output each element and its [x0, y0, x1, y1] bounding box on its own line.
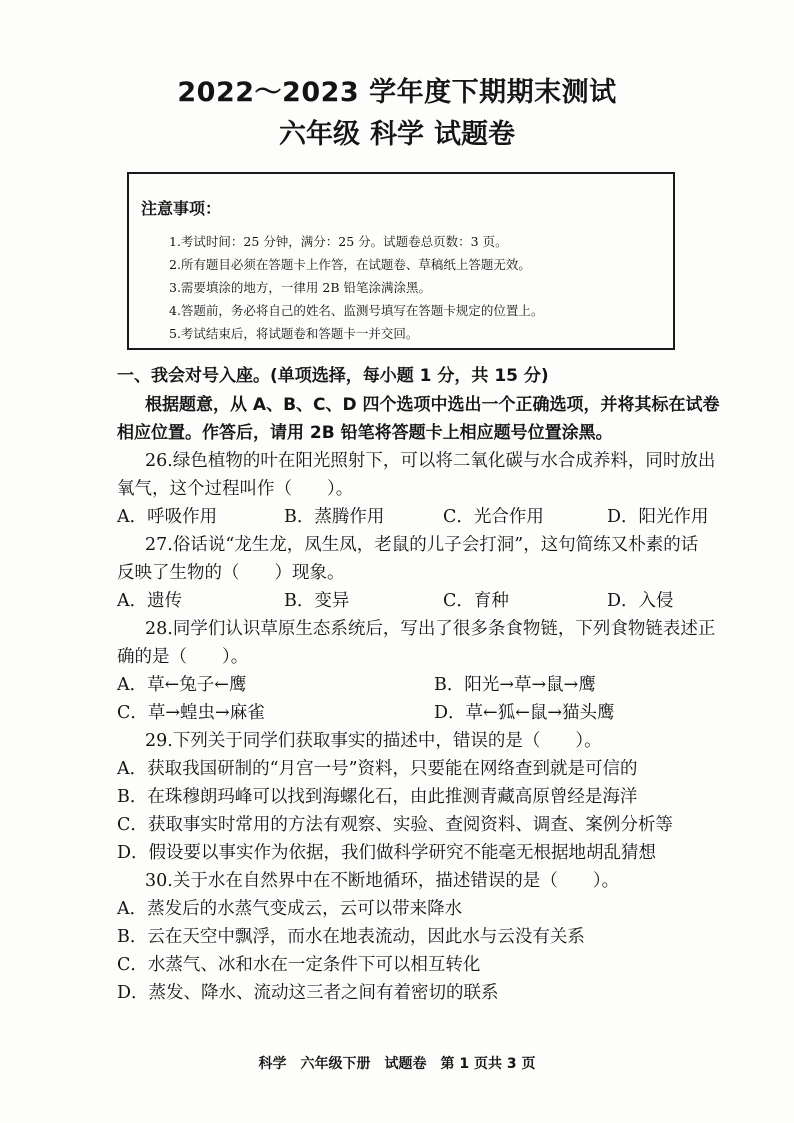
- question-stem: 30.关于水在自然界中在不断地循环，描述错误的是（ ）。: [145, 871, 620, 891]
- exam-title: 2022～2023 学年度下期期末测试: [177, 77, 617, 108]
- question-stem-cont: 确的是（ ）。: [117, 647, 249, 667]
- question-stem: 26.绿色植物的叶在阳光照射下，可以将二氧化碳与水合成养料，同时放出: [145, 451, 716, 471]
- notice-heading: 注意事项：: [141, 199, 222, 218]
- option-c: C．育种: [443, 591, 509, 611]
- option-d: D．蒸发、降水、流动这三者之间有着密切的联系: [117, 983, 499, 1003]
- question-stem: 27.俗话说“龙生龙，凤生凤，老鼠的儿子会打洞”，这句简练又朴素的话: [145, 535, 699, 555]
- option-d: D．入侵: [607, 591, 674, 611]
- option-b: B．云在天空中飘浮，而水在地表流动，因此水与云没有关系: [117, 927, 585, 947]
- option-b: B．阳光→草→鼠→鹰: [434, 675, 596, 695]
- option-d: D．阳光作用: [607, 507, 709, 527]
- question-stem: 28.同学们认识草原生态系统后，写出了很多条食物链，下列食物链表述正: [145, 619, 716, 639]
- option-a: A．草←兔子←鹰: [117, 675, 247, 695]
- option-a: A．遗传: [117, 591, 183, 611]
- option-b: B．变异: [284, 591, 350, 611]
- subtitle-subject: 科学: [370, 119, 424, 150]
- option-b: B．蒸腾作用: [284, 507, 385, 527]
- notice-item: 3.需要填涂的地方，一律用 2B 铅笔涂满涂黑。: [169, 280, 432, 295]
- section-instruction-cont: 相应位置。作答后，请用 2B 铅笔将答题卡上相应题号位置涂黑。: [117, 423, 613, 443]
- notice-item: 1.考试时间：25 分钟，满分：25 分。试题卷总页数：3 页。: [169, 234, 508, 249]
- question-stem-cont: 氧气，这个过程叫作（ ）。: [117, 479, 354, 499]
- exam-subtitle: [0, 112, 794, 151]
- notice-item: 4.答题前，务必将自己的姓名、监测号填写在答题卡规定的位置上。: [169, 303, 544, 318]
- notice-item: 5.考试结束后，将试题卷和答题卡一并交回。: [169, 326, 419, 341]
- notice-item: 2.所有题目必须在答题卡上作答，在试题卷、草稿纸上答题无效。: [169, 257, 531, 272]
- page-footer: 科学 六年级下册 试题卷 第 1 页共 3 页: [258, 1056, 536, 1072]
- subtitle-paper: 试题卷: [434, 119, 515, 150]
- section-heading: 一、我会对号入座。(单项选择，每小题 1 分，共 15 分): [117, 366, 549, 386]
- subtitle-grade: 六年级: [279, 119, 360, 150]
- option-d: D．草←狐←鼠→猫头鹰: [434, 703, 615, 723]
- section-instruction: 根据题意，从 A、B、C、D 四个选项中选出一个正确选项，并将其标在试卷: [145, 395, 720, 415]
- option-a: A．获取我国研制的“月宫一号”资料，只要能在网络查到就是可信的: [117, 759, 638, 779]
- option-c: C．光合作用: [443, 507, 544, 527]
- option-a: A．蒸发后的水蒸气变成云，云可以带来降水: [117, 899, 463, 919]
- option-a: A．呼吸作用: [117, 507, 218, 527]
- option-c: C．草→蝗虫→麻雀: [117, 703, 265, 723]
- option-c: C．水蒸气、冰和水在一定条件下可以相互转化: [117, 955, 481, 975]
- question-stem-cont: 反映了生物的（ ）现象。: [117, 563, 345, 583]
- notice-box: [127, 172, 675, 350]
- option-c: C．获取事实时常用的方法有观察、实验、查阅资料、调查、案例分析等: [117, 815, 673, 835]
- option-d: D．假设要以事实作为依据，我们做科学研究不能毫无根据地胡乱猜想: [117, 843, 657, 863]
- option-b: B．在珠穆朗玛峰可以找到海螺化石，由此推测青藏高原曾经是海洋: [117, 787, 638, 807]
- question-stem: 29.下列关于同学们获取事实的描述中，错误的是（ ）。: [145, 731, 602, 751]
